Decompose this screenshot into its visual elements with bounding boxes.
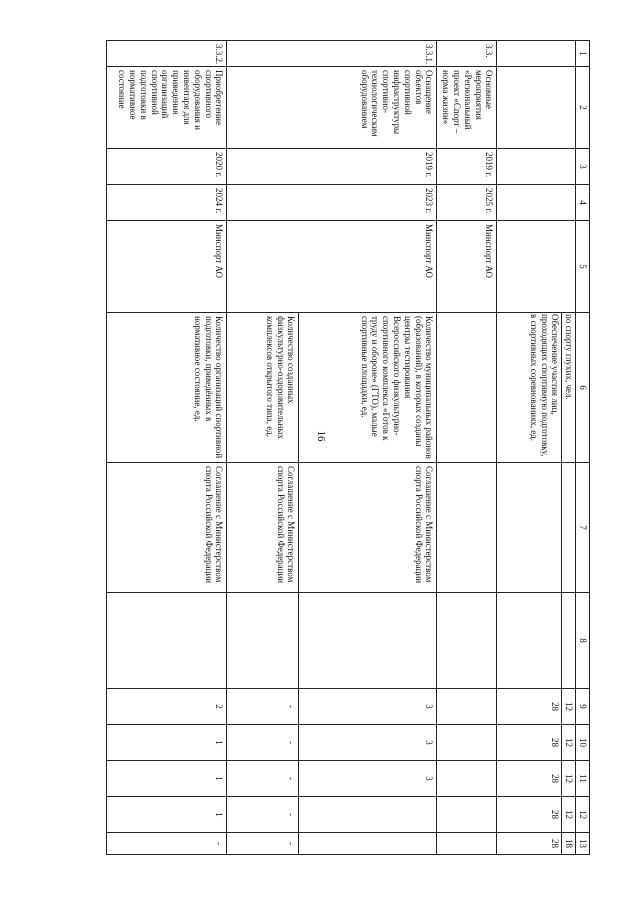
value-cell: - — [227, 725, 299, 761]
header-row — [576, 41, 590, 855]
table-cell — [497, 463, 562, 593]
table-cell — [497, 149, 576, 185]
header-cell: 12 — [576, 797, 590, 833]
table-cell — [497, 221, 576, 313]
rotated-table-wrapper — [110, 40, 590, 848]
header-cell: 9 — [576, 689, 590, 725]
start-year: 2019 г. — [227, 149, 437, 185]
value-cell: 12 — [562, 761, 576, 797]
value-cell: 12 — [562, 689, 576, 725]
value-cell: - — [227, 761, 299, 797]
header-cell: 1 — [576, 41, 590, 67]
basis: Соглашение с Министерством спорта Российской Федерации — [107, 463, 227, 593]
indicator: Количество муниципальных районов (образований), в которых созданы центры тестирования Всероссийского физкультурно-спортивного комплекса «Готов к труду и обороне» (ГТО), малые спортивные площадки, ед. — [299, 313, 437, 463]
page-number: 16 — [315, 430, 327, 442]
value-cell: 28 — [497, 761, 562, 797]
table-row — [562, 41, 576, 855]
measure-name: Основные мероприятия «Региональный проект «Спорт – норма жизни» — [437, 67, 497, 149]
value-cell: 12 — [562, 797, 576, 833]
table-cell — [107, 593, 227, 689]
indicator-cell: по спорту глухих, чел. — [562, 313, 576, 463]
value-cell — [437, 689, 497, 725]
indicator — [437, 313, 497, 463]
row-number: 3.3.2. — [107, 41, 227, 67]
end-year: 2025 г. — [437, 185, 497, 221]
table-cell — [437, 593, 497, 689]
value-cell: 2 — [107, 689, 227, 725]
value-cell: 1 — [107, 761, 227, 797]
value-cell — [299, 833, 437, 855]
value-cell: 1 — [107, 725, 227, 761]
table-row — [299, 41, 437, 855]
header-cell: 11 — [576, 761, 590, 797]
header-cell: 2 — [576, 67, 590, 149]
value-cell — [437, 797, 497, 833]
header-cell: 8 — [576, 593, 590, 689]
executor: Минспорт АО — [437, 221, 497, 313]
header-cell: 13 — [576, 833, 590, 855]
row-number: 3.3.1. — [227, 41, 437, 67]
header-cell: 7 — [576, 463, 590, 593]
table-row — [437, 41, 497, 855]
value-cell: - — [227, 833, 299, 855]
end-year: 2023 г. — [227, 185, 437, 221]
indicator-cell: Обеспечение участия лиц, проходящих спортивную подготовку, в спортивных соревнованиях, ед. — [497, 313, 562, 463]
value-cell: 28 — [497, 797, 562, 833]
table-cell — [562, 593, 576, 689]
measure-name: Оснащение объектов спортивной инфраструктуры спортивно-технологическим оборудованием — [227, 67, 437, 149]
indicator: Количество созданных физкультурно-оздоровительных комплексов открытого типа, ед. — [227, 313, 299, 463]
table-row — [107, 41, 227, 855]
table-cell — [497, 67, 576, 149]
value-cell: 28 — [497, 725, 562, 761]
value-cell — [437, 833, 497, 855]
value-cell — [299, 797, 437, 833]
start-year: 2019 г. — [437, 149, 497, 185]
header-cell: 4 — [576, 185, 590, 221]
measures-table — [106, 40, 590, 855]
value-cell: - — [227, 689, 299, 725]
header-cell: 3 — [576, 149, 590, 185]
table-cell — [497, 185, 576, 221]
basis — [437, 463, 497, 593]
start-year: 2020 г. — [107, 149, 227, 185]
value-cell: - — [227, 797, 299, 833]
value-cell: 12 — [562, 725, 576, 761]
table-cell — [497, 41, 576, 67]
value-cell: 3 — [299, 761, 437, 797]
value-cell: 28 — [497, 833, 562, 855]
value-cell — [437, 761, 497, 797]
value-cell: 18 — [562, 833, 576, 855]
table-cell — [497, 593, 562, 689]
value-cell: - — [107, 833, 227, 855]
basis: Соглашение с Министерством спорта Российской Федерации — [227, 463, 299, 593]
indicator: Количество организаций спортивной подготовки, приведённых в нормативное состояние, ед. — [107, 313, 227, 463]
header-cell: 5 — [576, 221, 590, 313]
basis: Соглашение с Министерством спорта Российской Федерации — [299, 463, 437, 593]
measure-name: Приобретение спортивного оборудования и инвентаря для приведения организаций спортивной подготовки в нормативное состояние — [107, 67, 227, 149]
value-cell: 28 — [497, 689, 562, 725]
value-cell: 1 — [107, 797, 227, 833]
row-number: 3.3. — [437, 41, 497, 67]
executor: Минспорт АО — [107, 221, 227, 313]
value-cell: 3 — [299, 725, 437, 761]
header-cell: 6 — [576, 313, 590, 463]
header-cell: 10 — [576, 725, 590, 761]
table-cell — [299, 593, 437, 689]
executor: Минспорт АО — [227, 221, 437, 313]
end-year: 2024 г. — [107, 185, 227, 221]
table-cell — [227, 593, 299, 689]
value-cell: 3 — [299, 689, 437, 725]
table-cell — [562, 463, 576, 593]
value-cell — [437, 725, 497, 761]
